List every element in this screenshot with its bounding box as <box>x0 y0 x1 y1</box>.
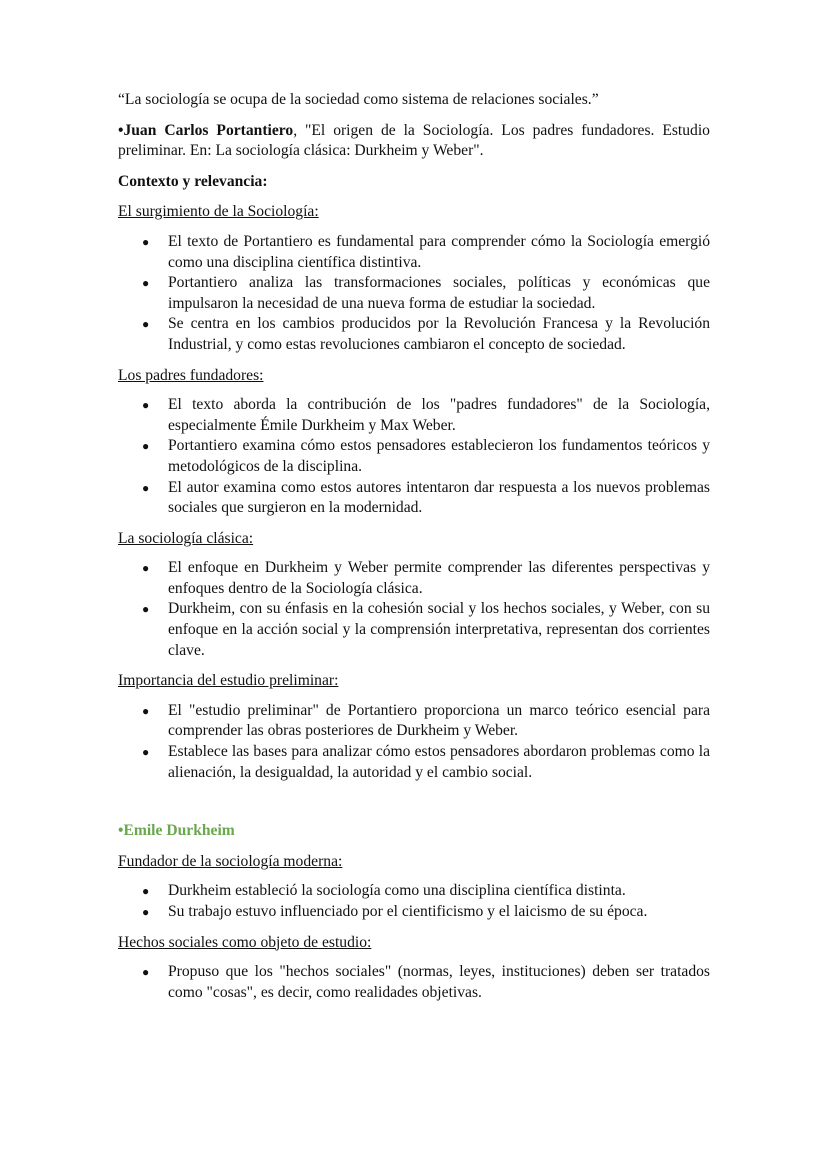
section-subheading: Importancia del estudio preliminar: <box>118 672 339 690</box>
durkheim-heading: •Emile Durkheim <box>118 822 235 840</box>
bullet-list <box>118 232 710 356</box>
bullet-icon: ● <box>142 398 150 413</box>
list-item <box>118 232 710 273</box>
list-item-text: El "estudio preliminar" de Portantiero proporciona un marco teórico esencial para comprender las obras posteriores de Durkheim y Weber. <box>168 701 710 740</box>
section-subheading: La sociología clásica: <box>118 529 254 547</box>
list-item <box>118 478 710 519</box>
bullet-icon: ● <box>142 884 150 899</box>
document-page <box>118 90 710 1013</box>
bullet-list <box>118 558 710 661</box>
bullet-icon: ● <box>142 317 150 332</box>
bullet-list <box>118 881 710 922</box>
durkheim-sections <box>118 852 710 1004</box>
list-item <box>118 314 710 355</box>
list-item <box>118 701 710 742</box>
list-item-text: El autor examina como estos autores intentaron dar respuesta a los nuevos problemas sociales que surgieron en la modernidad. <box>168 478 710 517</box>
bullet-icon: ● <box>142 439 150 454</box>
context-sections <box>118 202 710 783</box>
bullet-icon: ● <box>142 602 150 617</box>
list-item-text: Establece las bases para analizar cómo estos pensadores abordaron problemas como la alienación, la desigualdad, la autoridad y el cambio social. <box>168 743 710 781</box>
list-item <box>118 273 710 314</box>
list-item-text: Durkheim estableció la sociología como una disciplina científica distinta. <box>168 882 626 900</box>
list-item-text: Portantiero examina cómo estos pensadores establecieron los fundamentos teóricos y metodológicos de la disciplina. <box>168 437 710 475</box>
section-subheading: El surgimiento de la Sociología: <box>118 203 319 221</box>
bullet-icon: ● <box>142 965 150 980</box>
bullet-list <box>118 962 710 1003</box>
list-item <box>118 436 710 477</box>
list-item-text: El enfoque en Durkheim y Weber permite comprender las diferentes perspectivas y enfoques dentro de la Sociología clásica. <box>168 559 710 597</box>
citation-author: •Juan Carlos Portantiero <box>118 121 294 139</box>
list-item-text: El texto de Portantiero es fundamental para comprender cómo la Sociología emergió como una disciplina científica distintiva. <box>168 232 710 271</box>
list-item <box>118 558 710 599</box>
bullet-list <box>118 395 710 519</box>
list-item <box>118 962 710 1003</box>
list-item-text: Propuso que los "hechos sociales" (normas, leyes, instituciones) deben ser tratados como "cosas", es decir, como realidades objetivas. <box>168 963 710 1001</box>
quote: “La sociología se ocupa de la sociedad como sistema de relaciones sociales.” <box>118 91 599 108</box>
citation-text: , "El origen de la Sociología. Los padres fundadores. Estudio preliminar. En: La sociología clásica: Durkheim y Weber". <box>118 121 710 160</box>
section-subheading: Los padres fundadores: <box>118 366 264 384</box>
list-item-text: Portantiero analiza las transformaciones sociales, políticas y económicas que impulsaron la necesidad de una nueva forma de estudiar la sociedad. <box>168 274 710 312</box>
list-item <box>118 902 710 923</box>
list-item-text: Durkheim, con su énfasis en la cohesión social y los hechos sociales, y Weber, con su enfoque en la acción social y la comprensión interpretativa, representan dos corrientes clave. <box>168 600 710 659</box>
bullet-icon: ● <box>142 905 150 919</box>
list-item <box>118 599 710 661</box>
list-item <box>118 742 710 783</box>
citation <box>118 121 710 162</box>
bullet-icon: ● <box>142 234 150 249</box>
bullet-list <box>118 701 710 783</box>
list-item <box>118 395 710 436</box>
bullet-icon: ● <box>142 276 150 291</box>
section-subheading: Fundador de la sociología moderna: <box>118 852 343 870</box>
context-heading: Contexto y relevancia: <box>118 172 268 190</box>
list-item <box>118 881 710 902</box>
list-item-text: Su trabajo estuvo influenciado por el cientificismo y el laicismo de su época. <box>168 903 648 920</box>
list-item-text: Se centra en los cambios producidos por la Revolución Francesa y la Revolución Industrial, y como estas revoluciones cambiaron el concepto de sociedad. <box>168 315 710 353</box>
bullet-icon: ● <box>142 745 150 760</box>
list-item-text: El texto aborda la contribución de los "padres fundadores" de la Sociología, especialmente Émile Durkheim y Max Weber. <box>168 396 710 434</box>
bullet-icon: ● <box>142 561 150 576</box>
bullet-icon: ● <box>142 703 150 718</box>
section-subheading: Hechos sociales como objeto de estudio: <box>118 933 372 951</box>
bullet-icon: ● <box>142 480 150 495</box>
